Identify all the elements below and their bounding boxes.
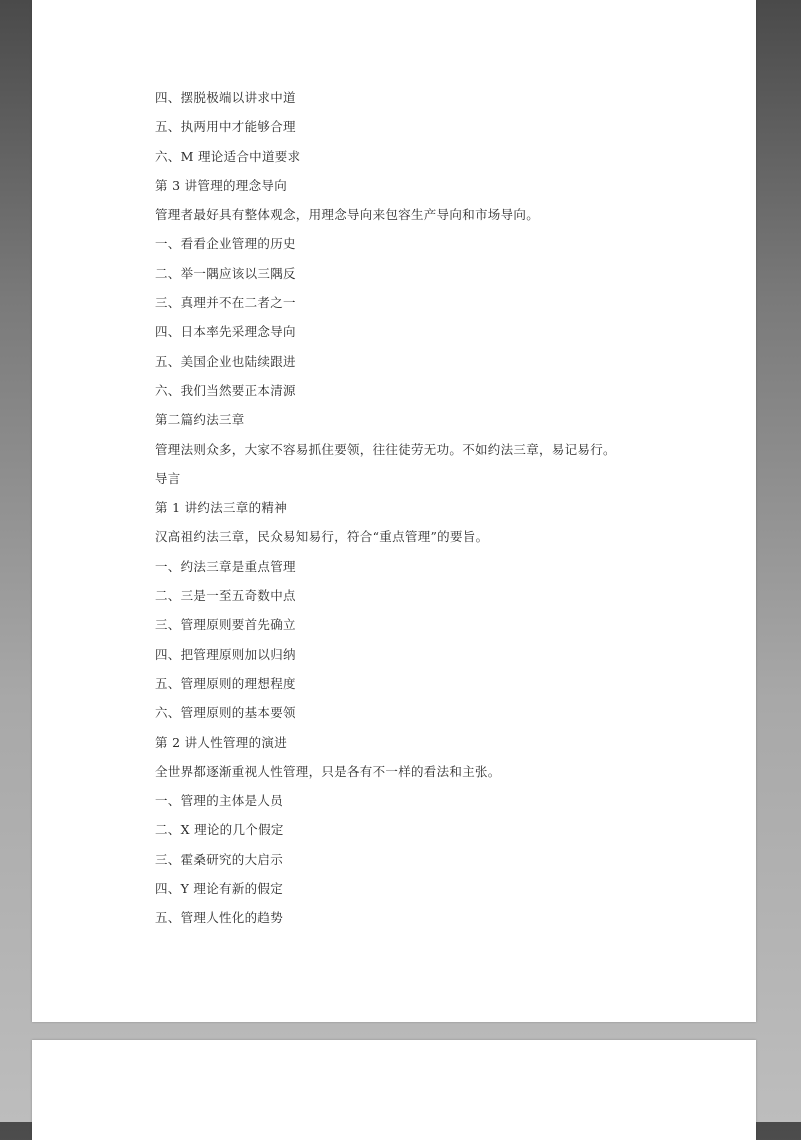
part-summary: 管理法则众多，大家不容易抓住要领，往往徒劳无功。不如约法三章，易记易行。 — [155, 441, 616, 457]
outline-item: 六、我们当然要正本清源 — [155, 382, 296, 398]
outline-item: 二、举一隅应该以三隅反 — [155, 265, 296, 281]
outline-item: 一、约法三章是重点管理 — [155, 558, 296, 574]
outline-item: 一、看看企业管理的历史 — [155, 236, 296, 252]
outline-item: 六、M 理论适合中道要求 — [155, 148, 301, 164]
outline-item: 四、摆脱极端以讲求中道 — [155, 90, 296, 105]
lecture-heading: 第 3 讲管理的理念导向 — [155, 177, 287, 193]
lecture-summary: 汉高祖约法三章，民众易知易行，符合“重点管理”的要旨。 — [155, 529, 489, 545]
outline-item: 五、美国企业也陆续跟进 — [155, 353, 296, 369]
outline-item: 三、管理原则要首先确立 — [155, 617, 296, 633]
document-page — [32, 0, 756, 1022]
outline-item: 二、X 理论的几个假定 — [155, 822, 284, 838]
lecture-summary: 全世界都逐渐重视人性管理，只是各有不一样的看法和主张。 — [155, 763, 501, 779]
outline-item: 一、管理的主体是人员 — [155, 793, 284, 809]
part-heading: 第二篇约法三章 — [155, 412, 245, 428]
outline-item: 二、三是一至五奇数中点 — [155, 588, 296, 604]
lecture-heading: 第 2 讲人性管理的演进 — [155, 734, 287, 750]
text-body — [155, 88, 616, 938]
outline-item: 六、管理原则的基本要领 — [155, 705, 296, 721]
outline-item: 四、把管理原则加以归纳 — [155, 646, 296, 662]
lecture-summary: 管理者最好具有整体观念，用理念导向来包容生产导向和市场导向。 — [155, 207, 540, 223]
outline-item: 四、日本率先采理念导向 — [155, 324, 296, 340]
next-document-page — [32, 1040, 756, 1140]
outline-item: 五、管理原则的理想程度 — [155, 675, 296, 691]
outline-item: 四、Y 理论有新的假定 — [155, 881, 284, 897]
outline-item: 五、执两用中才能够合理 — [155, 119, 296, 135]
lecture-heading: 第 1 讲约法三章的精神 — [155, 500, 287, 516]
outline-item: 五、管理人性化的趋势 — [155, 910, 284, 926]
introduction-heading: 导言 — [155, 470, 181, 486]
outline-item: 三、霍桑研究的大启示 — [155, 851, 284, 867]
outline-item: 三、真理并不在二者之一 — [155, 295, 296, 311]
